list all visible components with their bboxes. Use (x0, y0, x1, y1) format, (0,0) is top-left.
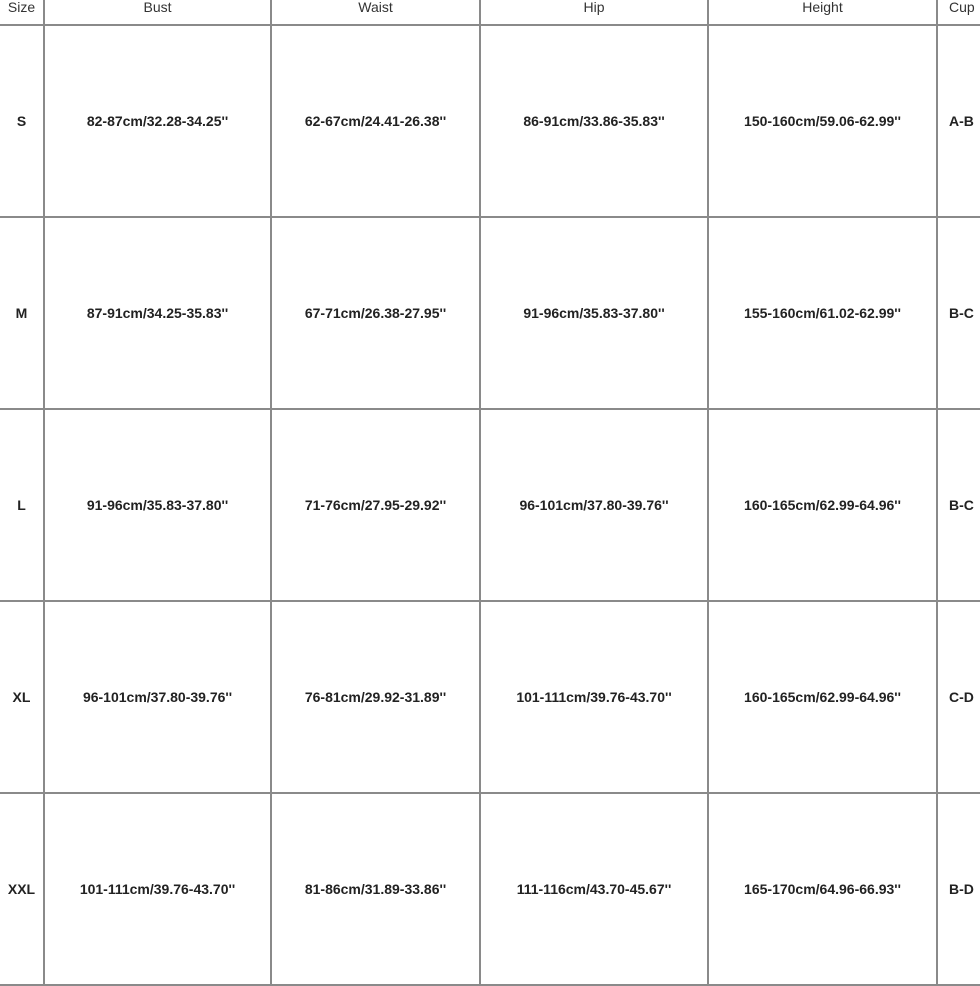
cup-cell: B-D (937, 793, 980, 985)
bust-cell: 96-101cm/37.80-39.76'' (44, 601, 271, 793)
cup-cell: C-D (937, 601, 980, 793)
cup-cell: B-C (937, 217, 980, 409)
hip-cell: 101-111cm/39.76-43.70'' (480, 601, 708, 793)
hip-cell: 86-91cm/33.86-35.83'' (480, 25, 708, 217)
header-hip: Hip (480, 0, 708, 25)
hip-cell: 91-96cm/35.83-37.80'' (480, 217, 708, 409)
cup-cell: A-B (937, 25, 980, 217)
table-row (0, 793, 980, 985)
size-cell: XL (0, 601, 44, 793)
height-cell: 155-160cm/61.02-62.99'' (708, 217, 937, 409)
height-cell: 160-165cm/62.99-64.96'' (708, 409, 937, 601)
waist-cell: 81-86cm/31.89-33.86'' (271, 793, 480, 985)
bust-cell: 87-91cm/34.25-35.83'' (44, 217, 271, 409)
header-height: Height (708, 0, 937, 25)
size-cell: XXL (0, 793, 44, 985)
waist-cell: 76-81cm/29.92-31.89'' (271, 601, 480, 793)
table-row (0, 25, 980, 217)
bust-cell: 91-96cm/35.83-37.80'' (44, 409, 271, 601)
bust-cell: 101-111cm/39.76-43.70'' (44, 793, 271, 985)
header-size: Size (0, 0, 44, 25)
height-cell: 150-160cm/59.06-62.99'' (708, 25, 937, 217)
waist-cell: 71-76cm/27.95-29.92'' (271, 409, 480, 601)
height-cell: 160-165cm/62.99-64.96'' (708, 601, 937, 793)
table-row (0, 601, 980, 793)
header-row (0, 0, 980, 25)
table-row (0, 217, 980, 409)
hip-cell: 96-101cm/37.80-39.76'' (480, 409, 708, 601)
header-waist: Waist (271, 0, 480, 25)
bust-cell: 82-87cm/32.28-34.25'' (44, 25, 271, 217)
table-row (0, 409, 980, 601)
waist-cell: 62-67cm/24.41-26.38'' (271, 25, 480, 217)
waist-cell: 67-71cm/26.38-27.95'' (271, 217, 480, 409)
size-cell: S (0, 25, 44, 217)
size-cell: M (0, 217, 44, 409)
header-cup: Cup (937, 0, 980, 25)
header-bust: Bust (44, 0, 271, 25)
hip-cell: 111-116cm/43.70-45.67'' (480, 793, 708, 985)
height-cell: 165-170cm/64.96-66.93'' (708, 793, 937, 985)
cup-cell: B-C (937, 409, 980, 601)
size-cell: L (0, 409, 44, 601)
